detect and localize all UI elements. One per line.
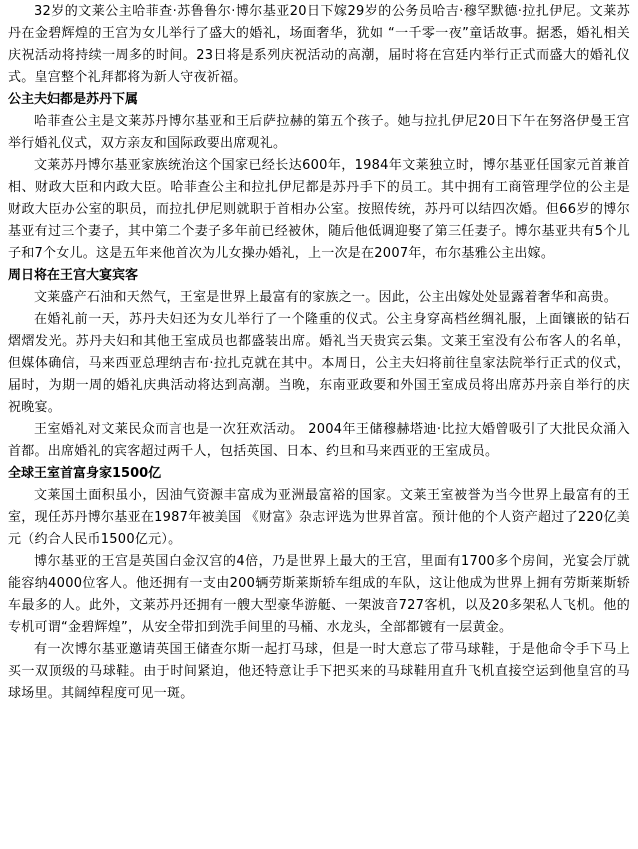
intro-paragraph: 32岁的文莱公主哈菲查·苏鲁鲁尔·博尔基亚20日下嫁29岁的公务员哈吉·穆罕默德·拉扎伊尼。文莱苏丹在金碧辉煌的王宫为女儿举行了盛大的婚礼，场面奢华，犹如 “一千零一夜”童话故事。据悉，婚礼相关庆祝活动将持续一周多的时间。23日将是系列庆祝活动的高潮，届时将在宫廷内举行正式而盛大的婚礼仪式。皇宫整个礼拜都将为新人守夜祈福。: [8, 4, 630, 85]
section-1-paragraph-1: 哈菲查公主是文莱苏丹博尔基亚和王后萨拉赫的第五个孩子。她与拉扎伊尼20日下午在努洛伊曼王宫举行婚礼仪式，双方亲友和国际政要出席观礼。: [8, 114, 630, 151]
article: [0, 1, 638, 849]
section-1-paragraph-2: 文莱苏丹博尔基亚家族统治这个国家已经长达600年，1984年文莱独立时，博尔基亚任国家元首兼首相、财政大臣和内政大臣。哈菲查公主和拉扎伊尼都是苏丹手下的员工。其中拥有工商管理学位的公主是财政大臣办公室的职员，而拉扎伊尼则就职于首相办公室。按照传统，苏丹可以结四次婚。但66岁的博尔基亚有过三个妻子，其中第二个妻子多年前已经被休，随后他低调迎娶了第三任妻子。博尔基亚共有5个儿子和7个女儿。这是五年来他首次为儿女操办婚礼，上一次是在2007年，布尔基雅公主出嫁。: [8, 158, 630, 261]
section-3-paragraph-2: 博尔基亚的王宫是英国白金汉宫的4倍，乃是世界上最大的王宫，里面有1700多个房间，光宴会厅就能容纳4000位客人。他还拥有一支由200辆劳斯莱斯轿车组成的车队，这让他成为世界上拥有劳斯莱斯轿车最多的人。此外，文莱苏丹还拥有一艘大型豪华游艇、一架波音727客机，以及20多架私人飞机。他的专机可谓“金碧辉煌”，从安全带扣到洗手间里的马桶、水龙头，全部都镀有一层黄金。: [8, 554, 630, 635]
section-3-paragraph-1: 文莱国土面积虽小，因油气资源丰富成为亚洲最富裕的国家。文莱王室被誉为当今世界上最富有的王室，现任苏丹博尔基亚在1987年被美国 《财富》杂志评选为世界首富。预计他的个人资产超过了220亿美元（约合人民币1500亿元）。: [8, 488, 630, 547]
section-heading-3: 全球王室首富身家1500亿: [8, 466, 162, 481]
section-2-paragraph-2: 在婚礼前一天，苏丹夫妇还为女儿举行了一个隆重的仪式。公主身穿高档丝绸礼服，上面镶嵌的钻石熠熠发光。苏丹夫妇和其他王室成员也都盛装出席。婚礼当天贵宾云集。文莱王室没有公布客人的名单，但媒体确信，马来西亚总理纳吉布·拉扎克就在其中。本周日，公主夫妇将前往皇家法院举行正式的仪式，届时，为期一周的婚礼庆典活动将达到高潮。当晚，东南亚政要和外国王室成员将出席苏丹亲自举行的庆祝晚宴。: [8, 312, 630, 415]
section-2-paragraph-3: 王室婚礼对文莱民众而言也是一次狂欢活动。 2004年王储穆赫塔迪·比拉大婚曾吸引了大批民众涌入首都。出席婚礼的宾客超过两千人，包括英国、日本、约旦和马来西亚的王室成员。: [8, 422, 630, 459]
section-heading-2: 周日将在王宫大宴宾客: [8, 268, 139, 283]
section-2-paragraph-1: 文莱盛产石油和天然气，王室是世界上最富有的家族之一。因此，公主出嫁处处显露着奢华和高贵。: [34, 290, 618, 305]
section-3-paragraph-3: 有一次博尔基亚邀请英国王储查尔斯一起打马球，但是一时大意忘了带马球鞋，于是他命令手下马上买一双顶级的马球鞋。由于时间紧迫，他还特意让手下把买来的马球鞋用直升飞机直接空运到他皇宫的马球场里。其阔绰程度可见一斑。: [8, 642, 630, 701]
section-heading-1: 公主夫妇都是苏丹下属: [8, 92, 139, 107]
